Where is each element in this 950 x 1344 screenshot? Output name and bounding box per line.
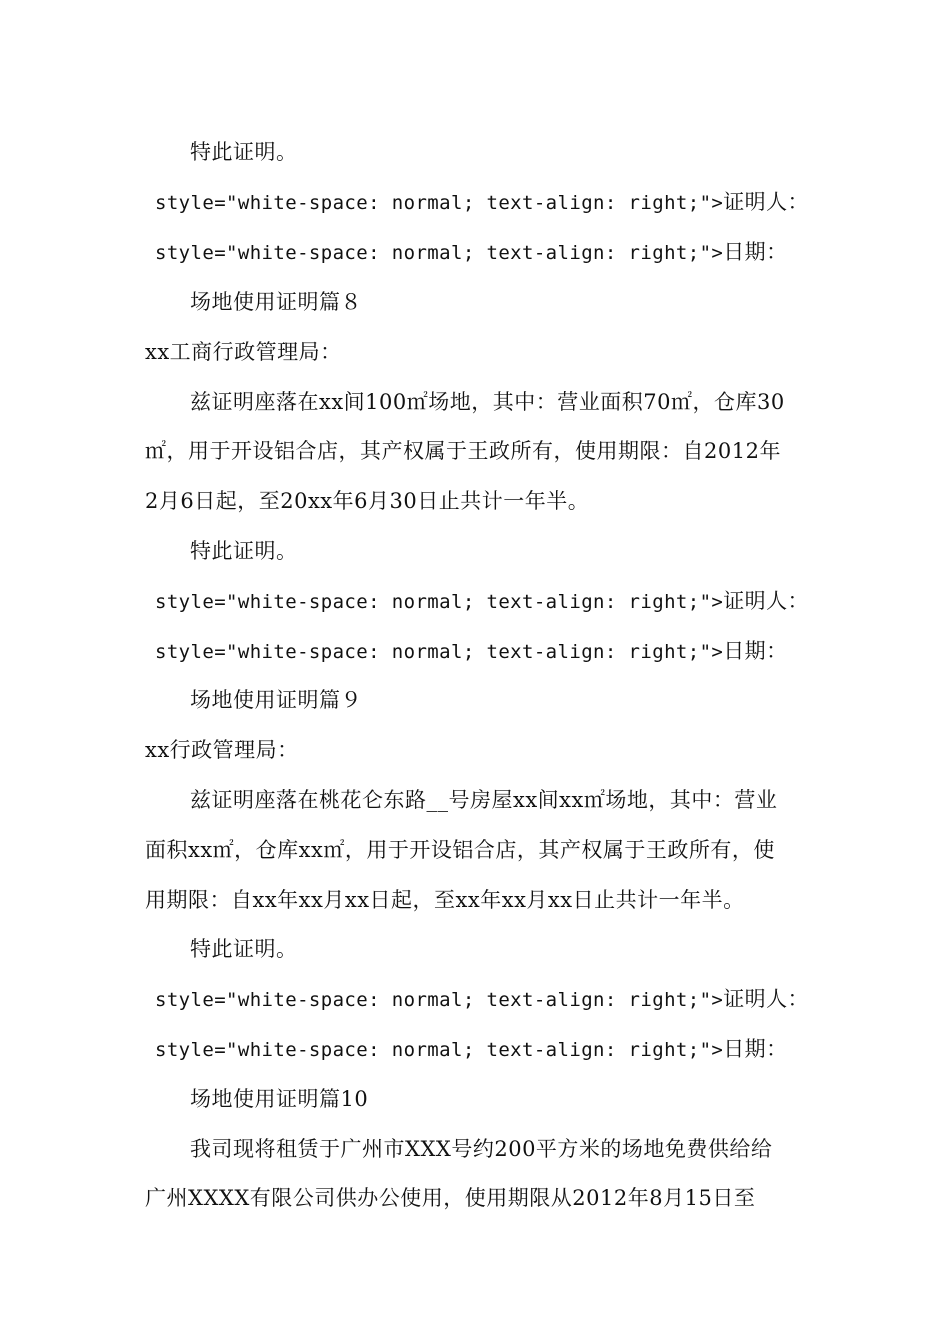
style-fragment-line: style="white-space: normal; text-align: right;">证明人： bbox=[155, 190, 809, 214]
section-heading-10: 场地使用证明篇10 bbox=[190, 1087, 369, 1111]
closing-certify: 特此证明。 bbox=[190, 140, 298, 164]
date-label: 日期： bbox=[723, 639, 788, 663]
style-fragment-line: style="white-space: normal; text-align: right;">证明人： bbox=[155, 589, 809, 613]
signer-label: 证明人： bbox=[723, 589, 809, 613]
addressee: xx行政管理局： bbox=[145, 738, 299, 762]
body-paragraph-line: 2月6日起，至20xx年6月30日止共计一年半。 bbox=[145, 489, 590, 513]
body-paragraph-line: ㎡，用于开设铝合店，其产权属于王政所有，使用期限：自2012年 bbox=[145, 439, 781, 463]
style-fragment-line: style="white-space: normal; text-align: right;">证明人： bbox=[155, 987, 809, 1011]
body-paragraph-line: 兹证明座落在桃花仑东路__号房屋xx间xx㎡场地，其中：营业 bbox=[190, 788, 778, 812]
section-heading-8: 场地使用证明篇８ bbox=[190, 290, 362, 314]
signer-label: 证明人： bbox=[723, 190, 809, 214]
style-fragment-line: style="white-space: normal; text-align: right;">日期： bbox=[155, 639, 788, 663]
style-fragment-line: style="white-space: normal; text-align: right;">日期： bbox=[155, 1037, 788, 1061]
signer-label: 证明人： bbox=[723, 987, 809, 1011]
section-heading-9: 场地使用证明篇９ bbox=[190, 688, 362, 712]
date-label: 日期： bbox=[723, 1037, 788, 1061]
addressee: xx工商行政管理局： bbox=[145, 340, 342, 364]
body-paragraph-line: 兹证明座落在xx间100㎡场地，其中：营业面积70㎡，仓库30 bbox=[190, 390, 785, 414]
closing-certify: 特此证明。 bbox=[190, 937, 298, 961]
body-paragraph-line: 用期限：自xx年xx月xx日起，至xx年xx月xx日止共计一年半。 bbox=[145, 888, 745, 912]
body-paragraph-line: 广州XXXX有限公司供办公使用，使用期限从2012年8月15日至 bbox=[145, 1186, 756, 1210]
style-fragment-line: style="white-space: normal; text-align: right;">日期： bbox=[155, 240, 788, 264]
closing-certify: 特此证明。 bbox=[190, 539, 298, 563]
date-label: 日期： bbox=[723, 240, 788, 264]
body-paragraph-line: 我司现将租赁于广州市XXX号约200平方米的场地免费供给给 bbox=[190, 1137, 773, 1161]
body-paragraph-line: 面积xx㎡，仓库xx㎡，用于开设铝合店，其产权属于王政所有，使 bbox=[145, 838, 775, 862]
